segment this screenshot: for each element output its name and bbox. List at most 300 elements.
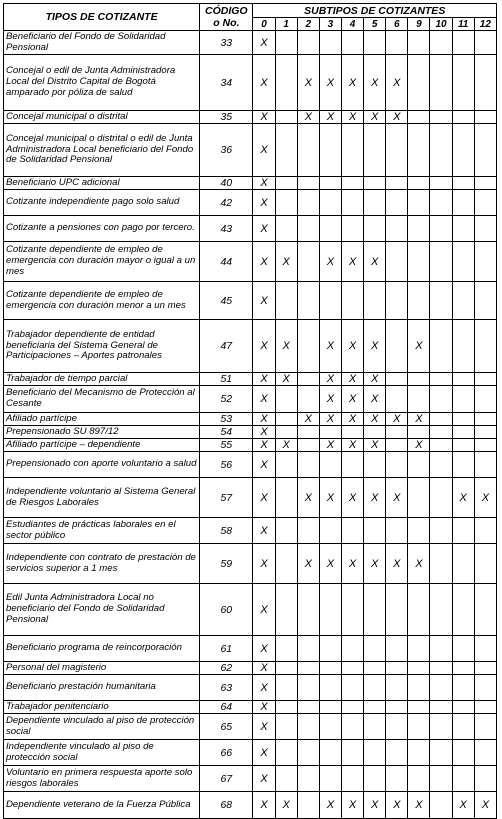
subtype-cell-1	[275, 478, 297, 518]
subtype-cell-12	[474, 111, 496, 124]
subtype-cell-10	[430, 242, 452, 282]
tipo-cotizante-cell: Personal del magisterio	[4, 662, 200, 675]
codigo-cell: 51	[200, 373, 253, 386]
table-row	[4, 216, 497, 242]
cotizantes-table	[3, 3, 497, 819]
subtype-cell-6	[386, 190, 408, 216]
table-row	[4, 714, 497, 740]
subtype-cell-0: X	[253, 242, 275, 282]
subtype-cell-3: X	[319, 544, 341, 584]
subtype-cell-0: X	[253, 31, 275, 55]
codigo-cell: 44	[200, 242, 253, 282]
subtype-cell-10	[430, 766, 452, 792]
subtype-cell-11	[452, 426, 474, 439]
subtype-cell-10	[430, 190, 452, 216]
codigo-cell: 66	[200, 740, 253, 766]
subtype-cell-1	[275, 452, 297, 478]
subtype-cell-0: X	[253, 373, 275, 386]
subtype-cell-5: X	[364, 111, 386, 124]
subtype-cell-0: X	[253, 662, 275, 675]
subtype-cell-11	[452, 766, 474, 792]
subtype-cell-6: X	[386, 544, 408, 584]
subtype-cell-10	[430, 544, 452, 584]
subtype-cell-12	[474, 373, 496, 386]
subtype-cell-4	[341, 636, 363, 662]
subtype-number: 3	[319, 18, 341, 31]
subtype-cell-6	[386, 177, 408, 190]
subtype-cell-10	[430, 740, 452, 766]
subtype-cell-3: X	[319, 55, 341, 111]
subtype-cell-3	[319, 518, 341, 544]
tipo-cotizante-cell: Afiliado partícipe	[4, 413, 200, 426]
tipo-cotizante-cell: Independiente con contrato de prestación de servicios superior a 1 mes	[4, 544, 200, 584]
subtype-cell-9: X	[408, 320, 430, 373]
subtype-cell-2: X	[297, 111, 319, 124]
subtype-cell-5: X	[364, 792, 386, 819]
subtype-cell-12: X	[474, 792, 496, 819]
subtype-cell-10	[430, 320, 452, 373]
subtype-cell-5	[364, 714, 386, 740]
table-row	[4, 584, 497, 636]
subtype-cell-12	[474, 675, 496, 701]
table-row	[4, 320, 497, 373]
subtype-cell-5: X	[364, 55, 386, 111]
tipo-cotizante-cell: Cotizante a pensiones con pago por tercero.	[4, 216, 200, 242]
table-row	[4, 426, 497, 439]
subtype-cell-2	[297, 373, 319, 386]
subtype-cell-4	[341, 518, 363, 544]
subtype-cell-11	[452, 111, 474, 124]
subtype-cell-6	[386, 373, 408, 386]
subtype-cell-5	[364, 216, 386, 242]
tipo-cotizante-cell: Cotizante dependiente de empleo de emergencia con duración menor a un mes	[4, 282, 200, 320]
subtype-cell-11: X	[452, 792, 474, 819]
subtype-cell-4: X	[341, 544, 363, 584]
subtype-cell-12	[474, 31, 496, 55]
subtype-cell-2	[297, 386, 319, 413]
subtype-cell-12	[474, 701, 496, 714]
subtype-cell-10	[430, 452, 452, 478]
subtype-cell-11	[452, 714, 474, 740]
subtype-cell-6: X	[386, 111, 408, 124]
subtype-cell-0: X	[253, 216, 275, 242]
subtype-cell-6	[386, 636, 408, 662]
subtype-cell-0: X	[253, 452, 275, 478]
subtype-cell-3: X	[319, 242, 341, 282]
table-row	[4, 31, 497, 55]
subtype-cell-3: X	[319, 386, 341, 413]
subtype-cell-1	[275, 426, 297, 439]
subtype-cell-11	[452, 413, 474, 426]
subtype-cell-1	[275, 740, 297, 766]
subtype-cell-10	[430, 714, 452, 740]
subtype-cell-3: X	[319, 439, 341, 452]
subtype-cell-3	[319, 662, 341, 675]
subtype-cell-9	[408, 55, 430, 111]
subtype-number: 2	[297, 18, 319, 31]
subtype-cell-1	[275, 675, 297, 701]
subtype-number: 12	[474, 18, 496, 31]
subtype-cell-5	[364, 740, 386, 766]
tipo-cotizante-cell: Estudiantes de prácticas laborales en el sector público	[4, 518, 200, 544]
subtype-cell-3	[319, 766, 341, 792]
tipo-cotizante-cell: Cotizante independiente pago solo salud	[4, 190, 200, 216]
subtype-cell-3	[319, 31, 341, 55]
tipo-cotizante-cell: Independiente vinculado al piso de protección social	[4, 740, 200, 766]
subtype-cell-2	[297, 701, 319, 714]
table-row	[4, 701, 497, 714]
tipo-cotizante-cell: Afiliado partícipe – dependiente	[4, 439, 200, 452]
subtype-cell-10	[430, 373, 452, 386]
subtype-cell-11	[452, 216, 474, 242]
codigo-cell: 45	[200, 282, 253, 320]
subtype-cell-12	[474, 177, 496, 190]
subtype-cell-0: X	[253, 584, 275, 636]
subtype-cell-2	[297, 31, 319, 55]
subtype-cell-1: X	[275, 792, 297, 819]
subtype-cell-4	[341, 714, 363, 740]
subtype-cell-1	[275, 766, 297, 792]
tipo-cotizante-cell: Trabajador de tiempo parcial	[4, 373, 200, 386]
table-row	[4, 413, 497, 426]
subtype-cell-3	[319, 740, 341, 766]
subtype-cell-2: X	[297, 478, 319, 518]
table-row	[4, 177, 497, 190]
subtype-cell-0: X	[253, 701, 275, 714]
table-row	[4, 386, 497, 413]
subtype-cell-5	[364, 518, 386, 544]
subtype-cell-4	[341, 452, 363, 478]
subtype-cell-2	[297, 242, 319, 282]
subtype-cell-10	[430, 413, 452, 426]
subtype-cell-9	[408, 426, 430, 439]
subtype-number: 9	[408, 18, 430, 31]
subtype-cell-5: X	[364, 386, 386, 413]
subtype-cell-5: X	[364, 320, 386, 373]
subtype-cell-6	[386, 439, 408, 452]
subtype-cell-9	[408, 452, 430, 478]
subtype-cell-11	[452, 282, 474, 320]
subtype-cell-9	[408, 662, 430, 675]
subtype-cell-11	[452, 518, 474, 544]
subtype-cell-5	[364, 177, 386, 190]
subtype-cell-5: X	[364, 373, 386, 386]
subtype-cell-3	[319, 636, 341, 662]
subtype-cell-1	[275, 124, 297, 177]
codigo-cell: 40	[200, 177, 253, 190]
subtype-cell-1	[275, 190, 297, 216]
subtype-cell-0: X	[253, 766, 275, 792]
subtype-cell-9	[408, 386, 430, 413]
subtype-cell-12	[474, 386, 496, 413]
subtype-cell-4: X	[341, 320, 363, 373]
subtype-cell-0: X	[253, 386, 275, 413]
table-row	[4, 124, 497, 177]
table-row	[4, 675, 497, 701]
subtype-cell-6: X	[386, 55, 408, 111]
subtype-cell-0: X	[253, 714, 275, 740]
subtype-cell-11	[452, 701, 474, 714]
subtype-cell-1: X	[275, 373, 297, 386]
subtype-cell-0: X	[253, 320, 275, 373]
subtype-cell-0: X	[253, 111, 275, 124]
subtype-cell-4: X	[341, 55, 363, 111]
subtype-cell-10	[430, 439, 452, 452]
subtype-cell-9	[408, 740, 430, 766]
table-row	[4, 439, 497, 452]
table-row	[4, 544, 497, 584]
header-tipos: TIPOS DE COTIZANTE	[4, 4, 200, 31]
subtype-cell-6: X	[386, 792, 408, 819]
subtype-cell-2	[297, 662, 319, 675]
subtype-cell-4	[341, 675, 363, 701]
subtype-cell-10	[430, 701, 452, 714]
subtype-cell-10	[430, 55, 452, 111]
table-row	[4, 740, 497, 766]
subtype-cell-5	[364, 766, 386, 792]
subtype-cell-12	[474, 439, 496, 452]
subtype-cell-1	[275, 55, 297, 111]
subtype-cell-0: X	[253, 518, 275, 544]
codigo-cell: 62	[200, 662, 253, 675]
subtype-cell-3	[319, 190, 341, 216]
subtype-cell-10	[430, 216, 452, 242]
subtype-cell-9	[408, 714, 430, 740]
subtype-cell-12	[474, 216, 496, 242]
subtype-cell-11	[452, 544, 474, 584]
subtype-cell-1	[275, 662, 297, 675]
subtype-cell-4: X	[341, 111, 363, 124]
subtype-cell-0: X	[253, 426, 275, 439]
subtype-cell-12	[474, 320, 496, 373]
subtype-cell-12	[474, 714, 496, 740]
subtype-cell-4: X	[341, 373, 363, 386]
subtype-cell-2: X	[297, 544, 319, 584]
table-row	[4, 111, 497, 124]
subtype-cell-10	[430, 662, 452, 675]
subtype-cell-9: X	[408, 544, 430, 584]
subtype-cell-12	[474, 190, 496, 216]
tipo-cotizante-cell: Beneficiario prestación humanitaria	[4, 675, 200, 701]
table-row	[4, 766, 497, 792]
subtype-cell-6	[386, 282, 408, 320]
subtype-cell-4	[341, 584, 363, 636]
subtype-cell-10	[430, 386, 452, 413]
subtype-cell-5: X	[364, 242, 386, 282]
tipo-cotizante-cell: Trabajador dependiente de entidad beneficiaria del Sistema General de Participaciones – Aportes patronales	[4, 320, 200, 373]
subtype-cell-1	[275, 701, 297, 714]
subtype-cell-4	[341, 766, 363, 792]
subtype-cell-11	[452, 662, 474, 675]
subtype-cell-12	[474, 55, 496, 111]
subtype-cell-5	[364, 124, 386, 177]
subtype-cell-9	[408, 636, 430, 662]
table-row	[4, 478, 497, 518]
subtype-cell-9: X	[408, 792, 430, 819]
subtype-cell-2	[297, 766, 319, 792]
subtype-cell-1: X	[275, 320, 297, 373]
subtype-cell-10	[430, 792, 452, 819]
subtype-cell-5: X	[364, 478, 386, 518]
subtype-cell-2	[297, 282, 319, 320]
codigo-cell: 33	[200, 31, 253, 55]
subtype-cell-3	[319, 177, 341, 190]
subtype-cell-10	[430, 518, 452, 544]
subtype-cell-11	[452, 177, 474, 190]
subtype-cell-4	[341, 701, 363, 714]
subtype-cell-5	[364, 282, 386, 320]
codigo-cell: 35	[200, 111, 253, 124]
subtype-cell-11	[452, 675, 474, 701]
subtype-cell-0: X	[253, 177, 275, 190]
subtype-cell-2	[297, 177, 319, 190]
subtype-cell-1	[275, 216, 297, 242]
subtype-cell-11	[452, 242, 474, 282]
codigo-cell: 63	[200, 675, 253, 701]
subtype-cell-0: X	[253, 413, 275, 426]
subtype-cell-1	[275, 413, 297, 426]
subtype-cell-3	[319, 452, 341, 478]
subtype-cell-11	[452, 584, 474, 636]
tipo-cotizante-cell: Independiente voluntario al Sistema General de Riesgos Laborales	[4, 478, 200, 518]
subtype-cell-11	[452, 320, 474, 373]
subtype-number: 6	[386, 18, 408, 31]
subtype-cell-3: X	[319, 478, 341, 518]
subtype-cell-6: X	[386, 478, 408, 518]
subtype-cell-4: X	[341, 242, 363, 282]
subtype-cell-0: X	[253, 544, 275, 584]
subtype-cell-6	[386, 701, 408, 714]
table-row	[4, 636, 497, 662]
subtype-cell-2	[297, 439, 319, 452]
subtype-cell-9	[408, 282, 430, 320]
table-row	[4, 242, 497, 282]
subtype-cell-0: X	[253, 740, 275, 766]
subtype-cell-1	[275, 544, 297, 584]
subtype-cell-4	[341, 177, 363, 190]
subtype-cell-4: X	[341, 792, 363, 819]
subtype-cell-4	[341, 282, 363, 320]
subtype-cell-10	[430, 282, 452, 320]
tipo-cotizante-cell: Voluntario en primera respuesta aporte solo riesgos laborales	[4, 766, 200, 792]
tipo-cotizante-cell: Beneficiario programa de reincorporación	[4, 636, 200, 662]
subtype-cell-1	[275, 636, 297, 662]
subtype-cell-11	[452, 386, 474, 413]
subtype-cell-5	[364, 452, 386, 478]
subtype-cell-11	[452, 740, 474, 766]
subtype-cell-2	[297, 320, 319, 373]
codigo-cell: 54	[200, 426, 253, 439]
subtype-cell-3: X	[319, 111, 341, 124]
codigo-cell: 56	[200, 452, 253, 478]
subtype-cell-6	[386, 675, 408, 701]
subtype-cell-9: X	[408, 413, 430, 426]
codigo-cell: 60	[200, 584, 253, 636]
subtype-number: 1	[275, 18, 297, 31]
subtype-cell-1	[275, 386, 297, 413]
subtype-cell-11	[452, 452, 474, 478]
subtype-cell-12	[474, 584, 496, 636]
subtype-cell-1: X	[275, 242, 297, 282]
subtype-cell-2	[297, 426, 319, 439]
subtype-cell-2	[297, 792, 319, 819]
subtype-cell-5: X	[364, 544, 386, 584]
subtype-cell-11	[452, 439, 474, 452]
subtype-cell-6	[386, 216, 408, 242]
subtype-cell-12	[474, 242, 496, 282]
subtype-cell-1	[275, 518, 297, 544]
subtype-cell-9	[408, 31, 430, 55]
subtype-cell-4: X	[341, 386, 363, 413]
table-row	[4, 55, 497, 111]
subtype-cell-1	[275, 584, 297, 636]
codigo-cell: 55	[200, 439, 253, 452]
subtype-cell-2	[297, 675, 319, 701]
subtype-cell-10	[430, 111, 452, 124]
subtype-cell-4: X	[341, 413, 363, 426]
codigo-cell: 65	[200, 714, 253, 740]
subtype-cell-12: X	[474, 478, 496, 518]
subtype-cell-0: X	[253, 636, 275, 662]
subtype-cell-4: X	[341, 478, 363, 518]
subtype-number: 5	[364, 18, 386, 31]
subtype-cell-0: X	[253, 124, 275, 177]
subtype-cell-9	[408, 478, 430, 518]
subtype-cell-11	[452, 190, 474, 216]
subtype-number: 0	[253, 18, 275, 31]
subtype-cell-6	[386, 426, 408, 439]
subtype-cell-0: X	[253, 282, 275, 320]
subtype-cell-6	[386, 766, 408, 792]
tipo-cotizante-cell: Concejal o edil de Junta Administradora Local del Distrito Capital de Bogotá amparado por póliza de salud	[4, 55, 200, 111]
subtype-cell-3	[319, 426, 341, 439]
tipo-cotizante-cell: Cotizante dependiente de empleo de emergencia con duración mayor o igual a un mes	[4, 242, 200, 282]
subtype-cell-12	[474, 518, 496, 544]
codigo-cell: 68	[200, 792, 253, 819]
codigo-cell: 36	[200, 124, 253, 177]
subtype-cell-10	[430, 478, 452, 518]
subtype-cell-6	[386, 386, 408, 413]
subtype-cell-2	[297, 216, 319, 242]
tipo-cotizante-cell: Prepensionado SU 897/12	[4, 426, 200, 439]
subtype-cell-10	[430, 177, 452, 190]
subtype-cell-10	[430, 426, 452, 439]
subtype-cell-1	[275, 714, 297, 740]
subtype-cell-9	[408, 518, 430, 544]
tipo-cotizante-cell: Prepensionado con aporte voluntario a salud	[4, 452, 200, 478]
subtype-cell-3	[319, 701, 341, 714]
subtype-cell-2	[297, 190, 319, 216]
subtype-cell-9	[408, 190, 430, 216]
subtype-cell-5: X	[364, 413, 386, 426]
subtype-cell-10	[430, 675, 452, 701]
subtype-cell-4	[341, 31, 363, 55]
subtype-cell-2	[297, 124, 319, 177]
subtype-cell-11	[452, 636, 474, 662]
subtype-cell-3	[319, 216, 341, 242]
header-subtipos: SUBTIPOS DE COTIZANTES	[253, 4, 497, 18]
subtype-cell-10	[430, 636, 452, 662]
subtype-number: 10	[430, 18, 452, 31]
subtype-cell-3	[319, 584, 341, 636]
codigo-cell: 59	[200, 544, 253, 584]
tipo-cotizante-cell: Beneficiario UPC adicional	[4, 177, 200, 190]
subtype-cell-0: X	[253, 478, 275, 518]
subtype-cell-9	[408, 675, 430, 701]
subtype-cell-2	[297, 584, 319, 636]
tipo-cotizante-cell: Dependiente vinculado al piso de protección social	[4, 714, 200, 740]
codigo-cell: 52	[200, 386, 253, 413]
